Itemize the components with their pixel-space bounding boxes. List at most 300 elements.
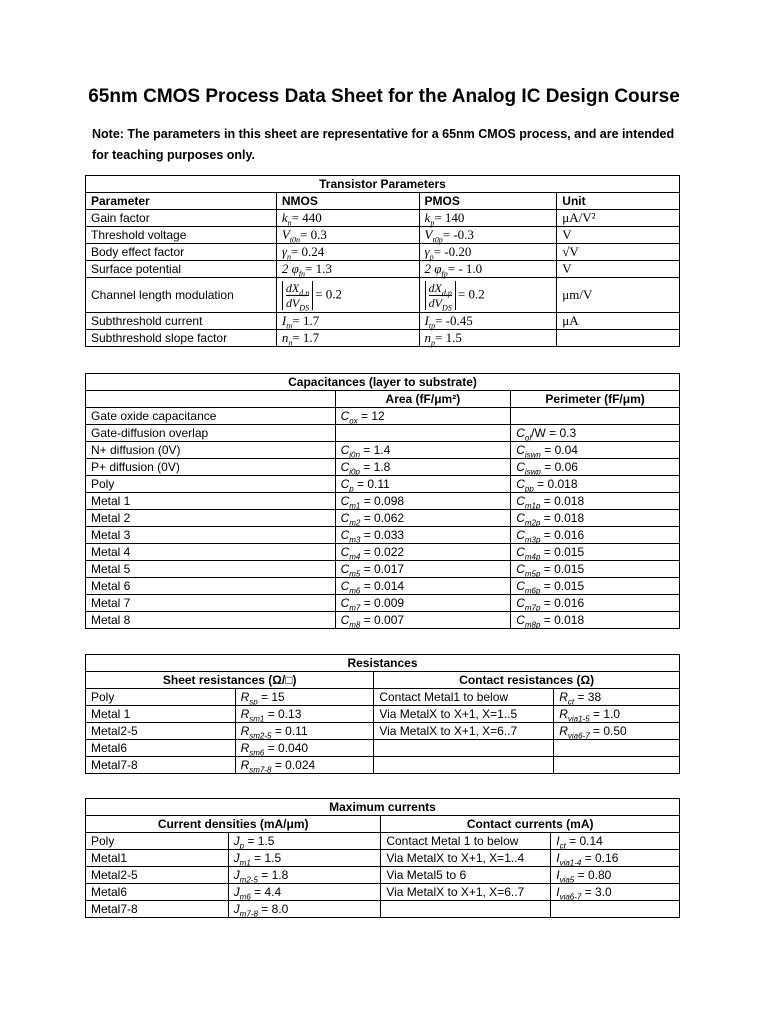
layer-value-subscript: m1 bbox=[239, 858, 251, 868]
perimeter-cell bbox=[511, 527, 680, 544]
layer-value-cell bbox=[228, 901, 381, 918]
contact-value-cell bbox=[551, 884, 680, 901]
nmos-value: = 0.24 bbox=[290, 244, 325, 259]
perimeter-cell bbox=[511, 408, 680, 425]
table-row bbox=[86, 210, 680, 227]
contact-value-value: = 1.0 bbox=[589, 707, 621, 721]
transistor-table bbox=[85, 175, 680, 347]
area-subscript: m2 bbox=[349, 518, 361, 528]
perimeter-cell bbox=[511, 476, 680, 493]
perimeter-subscript: ol bbox=[524, 433, 532, 443]
perimeter-cell bbox=[511, 544, 680, 561]
fraction-numerator bbox=[286, 281, 309, 296]
contact-value-symbol: I bbox=[556, 851, 560, 865]
layer-name: Metal 8 bbox=[86, 612, 336, 629]
layer-value-symbol: R bbox=[240, 690, 250, 704]
area-symbol: C bbox=[340, 409, 350, 423]
contact-name: Contact Metal 1 to below bbox=[381, 833, 551, 850]
layer-value-cell bbox=[228, 850, 381, 867]
perimeter-subscript: m8p bbox=[524, 620, 541, 630]
table-row bbox=[86, 706, 680, 723]
pmos-symbol: n bbox=[424, 330, 432, 345]
contact-resistance-header: Contact resistances (Ω) bbox=[374, 672, 680, 689]
layer-value-subscript: sm1 bbox=[249, 714, 265, 724]
perimeter-value: = 0.015 bbox=[540, 562, 585, 576]
area-value: = 0.022 bbox=[360, 545, 405, 559]
layer-value-subscript: sm7-8 bbox=[249, 765, 272, 775]
nmos-symbol: 2 φ bbox=[281, 261, 299, 276]
perimeter-value: = 0.018 bbox=[540, 511, 585, 525]
nmos-symbol: n bbox=[281, 330, 289, 345]
col-header-pmos: PMOS bbox=[419, 193, 557, 210]
table-row bbox=[86, 330, 680, 347]
area-cell bbox=[335, 510, 511, 527]
pmos-symbol: 2 φ bbox=[424, 261, 442, 276]
perimeter-cell bbox=[511, 425, 680, 442]
perimeter-cell bbox=[511, 561, 680, 578]
layer-value-symbol: R bbox=[240, 724, 250, 738]
perimeter-value: = 0.018 bbox=[540, 494, 585, 508]
derivative-fraction bbox=[282, 281, 313, 310]
perimeter-subscript: m4p bbox=[524, 552, 541, 562]
nmos-symbol: γ bbox=[281, 244, 287, 259]
layer-value-symbol: J bbox=[233, 834, 240, 848]
layer-value-value: = 0.13 bbox=[264, 707, 302, 721]
perimeter-subscript: pp bbox=[524, 484, 534, 494]
nmos-subscript: n bbox=[287, 218, 292, 228]
contact-value-cell bbox=[554, 689, 680, 706]
area-value: = 0.009 bbox=[360, 596, 405, 610]
area-symbol: C bbox=[340, 477, 350, 491]
fraction-denominator bbox=[286, 296, 309, 310]
pmos-value: = -0.45 bbox=[435, 313, 473, 328]
current-table bbox=[85, 798, 680, 918]
current-density-header: Current densities (mA/μm) bbox=[86, 816, 381, 833]
perimeter-value: = 0.016 bbox=[540, 528, 585, 542]
perimeter-value: = 0.015 bbox=[540, 579, 585, 593]
layer-name: Gate oxide capacitance bbox=[86, 408, 336, 425]
layer-value-value: = 0.11 bbox=[271, 724, 308, 738]
layer-value-subscript: m2-5 bbox=[239, 875, 258, 885]
layer-value-cell bbox=[235, 706, 374, 723]
pmos-cell bbox=[419, 227, 557, 244]
pmos-subscript: p bbox=[430, 218, 435, 228]
pmos-cell bbox=[419, 210, 557, 227]
area-subscript: ox bbox=[349, 416, 358, 426]
area-subscript: m3 bbox=[349, 535, 361, 545]
layer-name: Metal 1 bbox=[86, 493, 336, 510]
perimeter-value: = 0.04 bbox=[540, 443, 578, 457]
area-symbol: C bbox=[340, 579, 350, 593]
layer-value-symbol: R bbox=[240, 758, 250, 772]
area-subscript: m7 bbox=[349, 603, 361, 613]
layer-name: Metal 2 bbox=[86, 510, 336, 527]
perimeter-cell bbox=[511, 442, 680, 459]
perimeter-subscript: m1p bbox=[524, 501, 541, 511]
col-header-layer bbox=[86, 391, 336, 408]
layer-value-symbol: J bbox=[233, 902, 240, 916]
table-row bbox=[86, 757, 680, 774]
col-header-nmos: NMOS bbox=[276, 193, 419, 210]
area-cell bbox=[335, 476, 511, 493]
perimeter-symbol: C bbox=[516, 494, 525, 508]
pmos-cell bbox=[419, 278, 557, 313]
unit-cell: √V bbox=[557, 244, 680, 261]
contact-value-subscript: ct bbox=[559, 841, 566, 851]
layer-value-cell bbox=[228, 867, 381, 884]
perimeter-subscript: m2p bbox=[524, 518, 541, 528]
table-row bbox=[86, 740, 680, 757]
area-subscript: j0p bbox=[349, 467, 360, 477]
contact-value-subscript: via1-4 bbox=[559, 858, 582, 868]
perimeter-subscript: m5p bbox=[524, 569, 541, 579]
area-symbol: C bbox=[340, 562, 350, 576]
layer-name: Metal6 bbox=[86, 884, 229, 901]
contact-name: Contact Metal1 to below bbox=[374, 689, 554, 706]
numerator-subscript: d,p bbox=[441, 287, 452, 297]
layer-value-cell bbox=[235, 757, 374, 774]
contact-value-cell bbox=[551, 867, 680, 884]
contact-name: Via Metal5 to 6 bbox=[381, 867, 551, 884]
page-title: 65nm CMOS Process Data Sheet for the Analog IC Design Course bbox=[88, 86, 680, 107]
pmos-subscript: p bbox=[431, 338, 436, 348]
transistor-table-caption: Transistor Parameters bbox=[86, 176, 680, 193]
table-row bbox=[86, 476, 680, 493]
layer-value-subscript: sm2-5 bbox=[249, 731, 272, 741]
pmos-subscript: t0p bbox=[432, 235, 443, 245]
pmos-cell bbox=[419, 330, 557, 347]
denominator-subscript: DS bbox=[442, 302, 452, 312]
layer-value-cell bbox=[228, 833, 381, 850]
fraction-denominator bbox=[429, 296, 452, 310]
layer-name: P+ diffusion (0V) bbox=[86, 459, 336, 476]
layer-name: Metal2-5 bbox=[86, 867, 229, 884]
layer-name: Metal 1 bbox=[86, 706, 236, 723]
area-value: = 0.007 bbox=[360, 613, 405, 627]
layer-name: Metal 4 bbox=[86, 544, 336, 561]
table-row bbox=[86, 689, 680, 706]
capacitance-table bbox=[85, 373, 680, 629]
area-value: = 0.11 bbox=[353, 477, 390, 491]
unit-cell: V bbox=[557, 227, 680, 244]
table-row bbox=[86, 884, 680, 901]
area-value: = 0.033 bbox=[360, 528, 405, 542]
contact-value-cell bbox=[551, 850, 680, 867]
contact-value-cell bbox=[551, 833, 680, 850]
pmos-value: = -0.3 bbox=[442, 227, 474, 242]
layer-value-cell bbox=[235, 723, 374, 740]
perimeter-cell bbox=[511, 493, 680, 510]
layer-name: Poly bbox=[86, 476, 336, 493]
table-row bbox=[86, 459, 680, 476]
contact-value-cell bbox=[554, 723, 680, 740]
resistance-table-caption: Resistances bbox=[86, 655, 680, 672]
parameter-name: Subthreshold current bbox=[86, 313, 277, 330]
area-value: = 12 bbox=[357, 409, 385, 423]
contact-value-value: = 0.50 bbox=[589, 724, 627, 738]
area-value: = 0.098 bbox=[360, 494, 405, 508]
contact-value-value: = 0.80 bbox=[574, 868, 612, 882]
perimeter-subscript: m6p bbox=[524, 586, 541, 596]
table-row bbox=[86, 244, 680, 261]
pmos-symbol: V bbox=[424, 227, 433, 242]
perimeter-symbol: C bbox=[516, 613, 525, 627]
layer-name: Metal1 bbox=[86, 850, 229, 867]
table-row bbox=[86, 612, 680, 629]
perimeter-symbol: C bbox=[516, 511, 525, 525]
area-cell bbox=[335, 527, 511, 544]
nmos-cell bbox=[276, 313, 419, 330]
table-row bbox=[86, 867, 680, 884]
perimeter-symbol: C bbox=[516, 477, 525, 491]
contact-value-value: = 0.14 bbox=[565, 834, 603, 848]
nmos-value: = 440 bbox=[291, 210, 322, 225]
contact-value-value: = 38 bbox=[574, 690, 602, 704]
area-symbol: C bbox=[340, 613, 350, 627]
contact-value-cell bbox=[554, 706, 680, 723]
contact-name: Via MetalX to X+1, X=1..4 bbox=[381, 850, 551, 867]
layer-name: N+ diffusion (0V) bbox=[86, 442, 336, 459]
nmos-value: = 1.7 bbox=[292, 313, 320, 328]
area-value: = 0.014 bbox=[360, 579, 405, 593]
nmos-value: = 0.3 bbox=[300, 227, 327, 242]
layer-name: Metal7-8 bbox=[86, 757, 236, 774]
table-row bbox=[86, 578, 680, 595]
unit-cell bbox=[557, 330, 680, 347]
parameter-name: Channel length modulation bbox=[86, 278, 277, 313]
table-row bbox=[86, 901, 680, 918]
nmos-subscript: fn bbox=[298, 269, 306, 279]
perimeter-value: = 0.015 bbox=[540, 545, 585, 559]
col-header-unit: Unit bbox=[557, 193, 680, 210]
perimeter-cell bbox=[511, 595, 680, 612]
table-row bbox=[86, 493, 680, 510]
perimeter-subscript: m3p bbox=[524, 535, 541, 545]
contact-name: Via MetalX to X+1, X=1..5 bbox=[374, 706, 554, 723]
layer-name: Metal 5 bbox=[86, 561, 336, 578]
contact-value-subscript: via5 bbox=[559, 875, 575, 885]
area-symbol: C bbox=[340, 494, 350, 508]
layer-name: Poly bbox=[86, 833, 229, 850]
perimeter-symbol: C bbox=[516, 460, 525, 474]
layer-value-symbol: R bbox=[240, 741, 250, 755]
area-symbol: C bbox=[340, 460, 350, 474]
perimeter-value: = 0.018 bbox=[533, 477, 578, 491]
layer-value-symbol: R bbox=[240, 707, 250, 721]
unit-cell: μm/V bbox=[557, 278, 680, 313]
area-symbol: C bbox=[340, 596, 350, 610]
table-row bbox=[86, 561, 680, 578]
area-value: = 0.017 bbox=[360, 562, 405, 576]
nmos-symbol: k bbox=[281, 210, 288, 225]
parameter-name: Threshold voltage bbox=[86, 227, 277, 244]
perimeter-symbol: C bbox=[516, 579, 525, 593]
area-subscript: m8 bbox=[349, 620, 361, 630]
area-symbol: C bbox=[340, 528, 350, 542]
perimeter-cell bbox=[511, 510, 680, 527]
col-header-area: Area (fF/μm²) bbox=[335, 391, 511, 408]
contact-name bbox=[374, 757, 554, 774]
contact-value-subscript: via1-5 bbox=[567, 714, 590, 724]
layer-value-value: = 4.4 bbox=[250, 885, 282, 899]
capacitance-table-caption: Capacitances (layer to substrate) bbox=[86, 374, 680, 391]
layer-value-subscript: m7-8 bbox=[239, 909, 258, 919]
parameter-name: Body effect factor bbox=[86, 244, 277, 261]
table-row bbox=[86, 227, 680, 244]
perimeter-symbol: C bbox=[516, 562, 525, 576]
area-subscript: j0n bbox=[349, 450, 360, 460]
table-row bbox=[86, 425, 680, 442]
area-subscript: m4 bbox=[349, 552, 361, 562]
disclaimer-note: Note: The parameters in this sheet are representative for a 65nm CMOS process, and are intended for teaching purposes only. bbox=[92, 127, 675, 162]
area-value: = 0.062 bbox=[360, 511, 405, 525]
perimeter-value: = 0.06 bbox=[540, 460, 578, 474]
perimeter-symbol: C bbox=[516, 545, 525, 559]
col-header-parameter: Parameter bbox=[86, 193, 277, 210]
pmos-subscript: tp bbox=[428, 321, 436, 331]
layer-name: Metal2-5 bbox=[86, 723, 236, 740]
unit-cell: μA/V² bbox=[557, 210, 680, 227]
perimeter-symbol: C bbox=[516, 596, 525, 610]
nmos-subscript: tn bbox=[286, 321, 293, 331]
area-cell bbox=[335, 544, 511, 561]
pmos-symbol: I bbox=[424, 313, 429, 328]
area-subscript: m5 bbox=[349, 569, 361, 579]
perimeter-cell bbox=[511, 459, 680, 476]
area-symbol: C bbox=[340, 443, 350, 457]
fraction-value: = 0.2 bbox=[457, 285, 485, 301]
layer-value-subscript: p bbox=[239, 841, 245, 851]
derivative-fraction bbox=[425, 281, 456, 310]
contact-value-symbol: R bbox=[559, 707, 568, 721]
layer-value-symbol: J bbox=[233, 885, 240, 899]
pmos-cell bbox=[419, 313, 557, 330]
current-table-caption: Maximum currents bbox=[86, 799, 680, 816]
pmos-value: = 140 bbox=[434, 210, 465, 225]
layer-value-value: = 1.8 bbox=[257, 868, 289, 882]
contact-name: Via MetalX to X+1, X=6..7 bbox=[374, 723, 554, 740]
layer-name: Metal 6 bbox=[86, 578, 336, 595]
contact-value-subscript: via6-7 bbox=[559, 892, 582, 902]
layer-name: Metal 7 bbox=[86, 595, 336, 612]
table-row bbox=[86, 833, 680, 850]
nmos-value: = 1.7 bbox=[292, 330, 320, 345]
nmos-subscript: n bbox=[288, 338, 293, 348]
layer-name: Poly bbox=[86, 689, 236, 706]
pmos-cell bbox=[419, 244, 557, 261]
layer-value-subscript: sm6 bbox=[249, 748, 265, 758]
numerator-subscript: d,n bbox=[299, 287, 310, 297]
layer-name: Gate-diffusion overlap bbox=[86, 425, 336, 442]
area-value: = 1.4 bbox=[359, 443, 391, 457]
table-row bbox=[86, 527, 680, 544]
area-symbol: C bbox=[340, 511, 350, 525]
perimeter-value: = 0.016 bbox=[540, 596, 585, 610]
parameter-name: Gain factor bbox=[86, 210, 277, 227]
perimeter-subscript: jswp bbox=[524, 467, 541, 477]
nmos-cell bbox=[276, 261, 419, 278]
layer-value-cell bbox=[228, 884, 381, 901]
table-row bbox=[86, 408, 680, 425]
nmos-subscript: n bbox=[286, 252, 291, 262]
contact-value-symbol: R bbox=[559, 724, 568, 738]
resistance-table bbox=[85, 654, 680, 774]
pmos-subscript: fp bbox=[441, 269, 448, 279]
area-subscript: m1 bbox=[349, 501, 361, 511]
pmos-symbol: γ bbox=[424, 244, 430, 259]
fraction-numerator bbox=[429, 281, 452, 296]
pmos-value: = -0.20 bbox=[433, 244, 472, 259]
numerator-symbol: dX bbox=[428, 280, 442, 295]
table-row bbox=[86, 510, 680, 527]
contact-value-symbol: R bbox=[559, 690, 568, 704]
contact-value-symbol: I bbox=[556, 868, 560, 882]
col-header-perimeter: Perimeter (fF/μm) bbox=[511, 391, 680, 408]
unit-cell: μA bbox=[557, 313, 680, 330]
nmos-cell bbox=[276, 244, 419, 261]
layer-value-value: = 0.040 bbox=[264, 741, 309, 755]
unit-cell: V bbox=[557, 261, 680, 278]
nmos-cell bbox=[276, 227, 419, 244]
area-cell bbox=[335, 425, 511, 442]
contact-name bbox=[381, 901, 551, 918]
layer-value-subscript: sp bbox=[249, 697, 258, 707]
numerator-symbol: dX bbox=[285, 280, 300, 295]
pmos-subscript: p bbox=[429, 252, 434, 262]
contact-value-cell bbox=[554, 740, 680, 757]
contact-value-cell bbox=[551, 901, 680, 918]
table-row bbox=[86, 313, 680, 330]
layer-value-value: = 8.0 bbox=[257, 902, 289, 916]
layer-name: Metal7-8 bbox=[86, 901, 229, 918]
contact-value-cell bbox=[554, 757, 680, 774]
nmos-value: = 1.3 bbox=[305, 261, 332, 276]
area-cell bbox=[335, 442, 511, 459]
denominator-symbol: dV bbox=[428, 295, 442, 310]
contact-value-symbol: I bbox=[556, 834, 560, 848]
perimeter-subscript: jswn bbox=[524, 450, 541, 460]
area-value: = 1.8 bbox=[359, 460, 391, 474]
perimeter-symbol: C bbox=[516, 426, 525, 440]
layer-value-symbol: J bbox=[233, 851, 240, 865]
layer-name: Metal6 bbox=[86, 740, 236, 757]
area-subscript: m6 bbox=[349, 586, 361, 596]
layer-value-cell bbox=[235, 689, 374, 706]
denominator-symbol: dV bbox=[285, 295, 300, 310]
table-row bbox=[86, 723, 680, 740]
table-row bbox=[86, 850, 680, 867]
nmos-cell bbox=[276, 210, 419, 227]
table-row bbox=[86, 544, 680, 561]
contact-name bbox=[374, 740, 554, 757]
area-cell bbox=[335, 578, 511, 595]
pmos-value: = 1.5 bbox=[435, 330, 462, 345]
area-cell bbox=[335, 561, 511, 578]
nmos-cell bbox=[276, 330, 419, 347]
perimeter-subscript: m7p bbox=[524, 603, 541, 613]
layer-value-value: = 0.024 bbox=[271, 758, 316, 772]
area-cell bbox=[335, 459, 511, 476]
sheet-resistance-header: Sheet resistances (Ω/□) bbox=[86, 672, 374, 689]
area-cell bbox=[335, 595, 511, 612]
parameter-name: Surface potential bbox=[86, 261, 277, 278]
pmos-cell bbox=[419, 261, 557, 278]
layer-value-value: = 1.5 bbox=[244, 834, 275, 848]
perimeter-symbol: C bbox=[516, 528, 525, 542]
contact-name: Via MetalX to X+1, X=6..7 bbox=[381, 884, 551, 901]
contact-current-header: Contact currents (mA) bbox=[381, 816, 680, 833]
layer-value-cell bbox=[235, 740, 374, 757]
